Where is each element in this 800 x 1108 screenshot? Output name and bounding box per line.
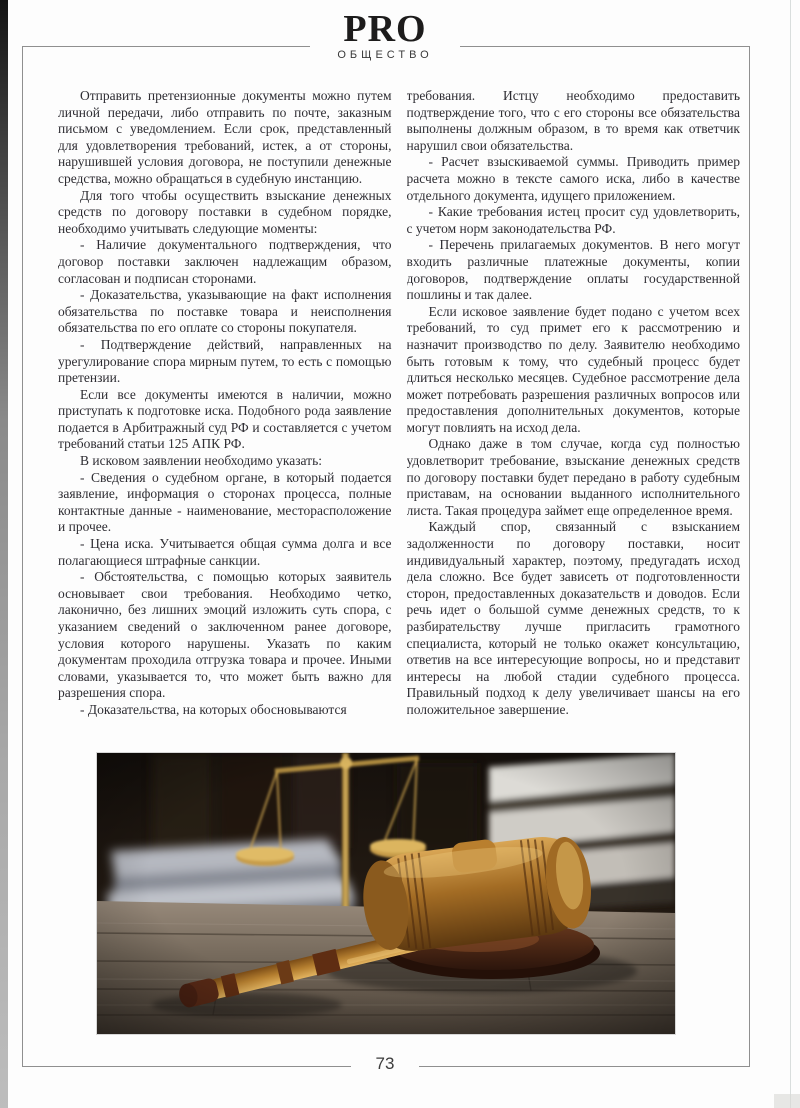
paragraph: - Подтверждение действий, направленных на урегулирование спора мирным путем, то есть с помощью претензии. bbox=[58, 336, 392, 386]
scan-edge-left bbox=[0, 0, 8, 1108]
paragraph: требования. Истцу необходимо предоставить подтверждение того, что с его стороны все обязательства выполнены должным образом, в то время как ответчик нарушил свои обязательства. bbox=[406, 88, 740, 153]
paragraph: Если все документы имеются в наличии, можно приступать к подготовке иска. Подобного рода заявление подается в Арбитражный суд РФ и составляется с учетом требований статьи 125 АПК РФ. bbox=[58, 386, 392, 452]
paragraph: - Расчет взыскиваемой суммы. Приводить пример расчета можно в тексте самого иска, либо в качестве отдельного документа, идущего приложением. bbox=[406, 154, 740, 203]
article-column-left bbox=[58, 88, 392, 754]
paragraph: Каждый спор, связанный с взысканием задолженности по договору поставки, носит индивидуальный характер, поэтому, предугадать исход дела сложно. Все будет зависеть от подготовленности сторон, предоставленных доказательств и доводов. Если речь идет о большой сумме денежных средств, то к разбирательству лучше пригласить грамотного специалиста, который не только окажет консультацию, ответив на все интересующие вопросы, но и представит интересы на любой стадии судебного процесса. Правильный подход к делу увеличивает шансы на его положительное завершение. bbox=[406, 519, 740, 717]
article-column-right bbox=[407, 88, 741, 754]
article-body bbox=[58, 88, 740, 754]
paragraph: В исковом заявлении необходимо указать: bbox=[80, 453, 322, 469]
paragraph: - Обстоятельства, с помощью которых заявитель основывает свои требования. Необходимо четко, лаконично, без лишних эмоций изложить суть спора, с указанием сведений о заключенном ранее договоре, условия которого нарушены. Указать по каким документам проходила отгрузка товара и прочее. Иными словами, указывается то, что может быть важно для разрешения спора. bbox=[58, 569, 392, 701]
paragraph: - Какие требования истец просит суд удовлетворить, с учетом норм законодательства РФ. bbox=[406, 204, 740, 236]
gavel-scene-illustration bbox=[97, 753, 675, 1034]
paragraph: Для того чтобы осуществить взыскание денежных средств по договору поставки в судебном порядке, необходимо учитывать следующие моменты: bbox=[58, 187, 392, 236]
page-footer bbox=[22, 1053, 748, 1075]
paragraph: Отправить претензионные документы можно путем личной передачи, либо отправить по почте, заказным письмом с уведомлением. Если срок, представленный для удовлетворения требований, истек, а от стороны, нарушившей условия договора, не поступили денежные средства, можно обращаться в судебную инстанцию. bbox=[58, 88, 392, 186]
paragraph: - Доказательства, указывающие на факт исполнения обязательства по поставке товара и неисполнения обязательства по его оплате со стороны покупателя. bbox=[58, 287, 392, 336]
paragraph: - Цена иска. Учитывается общая сумма долга и все полагающиеся штрафные санкции. bbox=[58, 536, 392, 568]
paragraph: - Перечень прилагаемых документов. В него могут входить различные платежные документы, копии договоров, подтверждение оплаты государственной пошлины и так далее. bbox=[406, 237, 740, 303]
page-number: 73 bbox=[351, 1053, 420, 1075]
photo-vignette bbox=[97, 753, 675, 1034]
paragraph: - Доказательства, на которых обосновываются bbox=[80, 701, 347, 717]
scan-corner-smudge bbox=[774, 1094, 800, 1108]
brand-block bbox=[310, 10, 459, 62]
paragraph: Если исковое заявление будет подано с учетом всех требований, то суд примет его к рассмотрению и назначит производство по делу. Заявителю необходимо быть готовым к тому, что судебный процесс будет длиться несколько месяцев. Судебное рассмотрение дела может потребовать разрешения различных вопросов или предоставления дополнительных документов, которые могут повлиять на исход дела. bbox=[406, 303, 740, 435]
paragraph: - Сведения о судебном органе, в который подается заявление, информация о сторонах процесса, полные контактные данные - наименование, месторасположение и прочее. bbox=[58, 469, 392, 535]
paragraph: - Наличие документального подтверждения, что договор поставки заключен надлежащим образом, согласован и подписан сторонами. bbox=[58, 237, 392, 286]
page-header bbox=[22, 10, 748, 63]
brand-logo: PRO bbox=[343, 8, 427, 50]
brand-subtitle: ОБЩЕСТВО bbox=[337, 49, 433, 61]
paragraph: Однако даже в том случае, когда суд полностью удовлетворит требование, взыскание денежных средств по договору поставки будет передано в работу судебным приставам, на основании выданного исполнительного листа. Такая процедура займет еще определенное время. bbox=[406, 436, 740, 518]
scan-edge-right bbox=[790, 0, 791, 1108]
article-photo bbox=[97, 753, 675, 1034]
